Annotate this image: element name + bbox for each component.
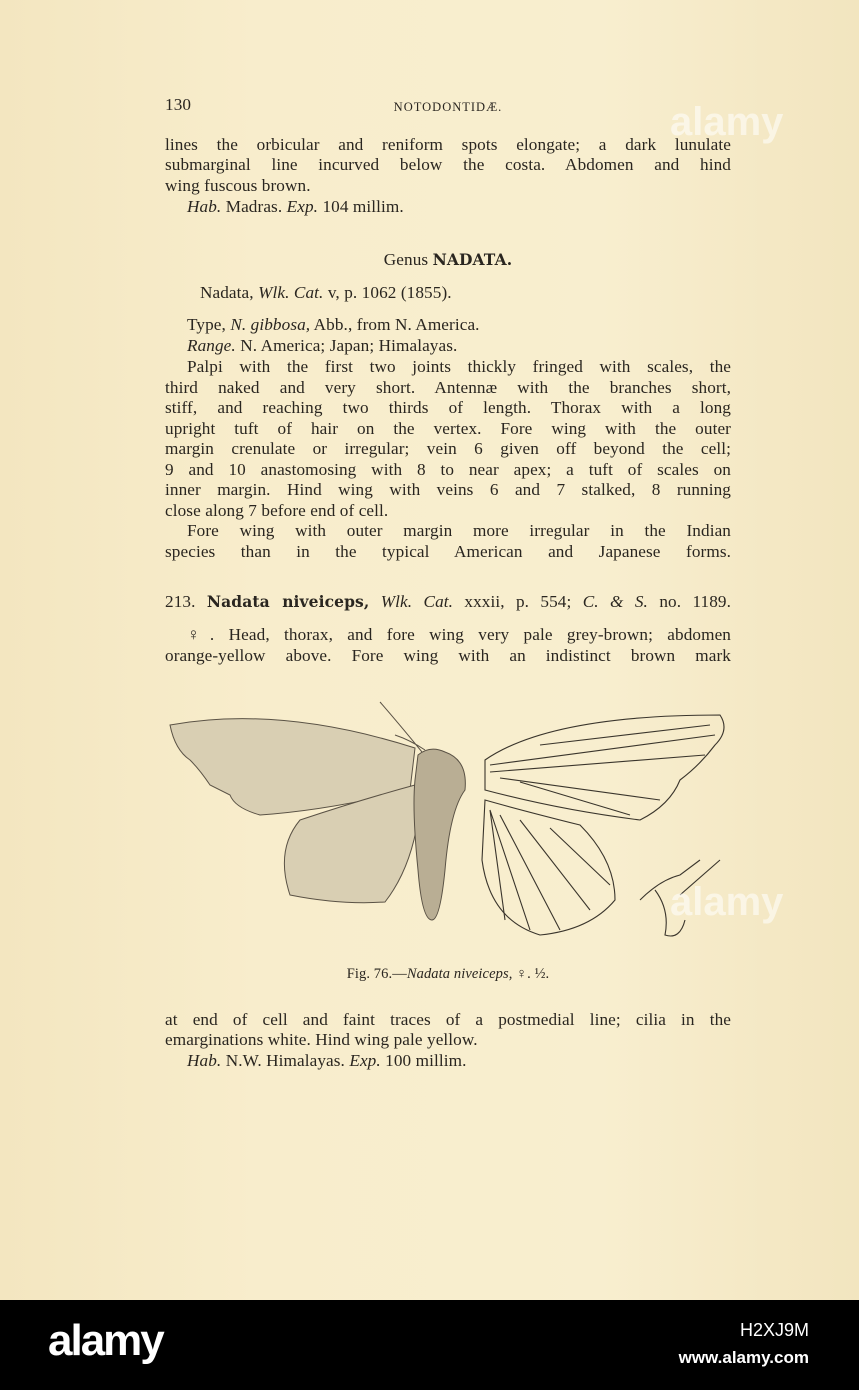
text-span: N. gibbosa, [230, 315, 311, 334]
genus-heading [165, 250, 731, 270]
text-line [187, 1051, 731, 1071]
text-span: Nadata niveiceps, [406, 966, 513, 982]
text-span: Exp. [286, 197, 319, 216]
text-span: 213. [165, 592, 207, 611]
text-span: v, p. 1062 (1855). [323, 283, 452, 302]
text-line [187, 357, 731, 377]
text-span: ♀. Head, thorax, and fore wing very pale grey-brown; abdomen [187, 625, 731, 644]
text-line [187, 521, 731, 541]
species-heading [165, 592, 731, 612]
text-span: Wlk. Cat. [380, 592, 454, 611]
watermark: alamy [670, 100, 784, 144]
text-line [165, 480, 731, 500]
text-line [165, 542, 731, 562]
text-span: third naked and very short. Antennæ with the branches short, [165, 378, 731, 397]
text-span: Fore wing with outer margin more irregular in the Indian [187, 521, 731, 540]
text-span: Palpi with the first two joints thickly fringed with scales, the [187, 357, 731, 376]
text-span: lines the orbicular and reniform spots elongate; a dark lunulate [165, 135, 731, 154]
moth-illustration [160, 690, 740, 960]
text-span: upright tuft of hair on the vertex. Fore wing with the outer [165, 419, 731, 438]
text-span [369, 592, 380, 611]
text-span: N. America; Japan; Himalayas. [235, 336, 458, 355]
text-span: Nadata, [200, 283, 259, 302]
text-span: NADATA. [432, 250, 513, 269]
text-line [165, 439, 731, 459]
text-span: 104 millim. [318, 197, 404, 216]
text-span: submarginal line incurved below the costa. Abdomen and hind [165, 155, 731, 174]
figure-caption [165, 964, 731, 984]
alamy-logo: alamy [48, 1316, 163, 1365]
text-span: Wlk. Cat. [258, 283, 324, 302]
text-line [165, 1030, 731, 1050]
image-id: H2XJ9M [739, 1320, 809, 1340]
text-span: ♀. ½. [512, 966, 550, 982]
text-line [165, 501, 731, 521]
text-span: Exp. [349, 1051, 381, 1070]
text-span: orange-yellow above. Fore wing with an indistinct brown mark [165, 646, 731, 665]
text-span: Genus [383, 250, 433, 269]
text-span: Type, [187, 315, 231, 334]
text-line [165, 176, 731, 196]
text-line [187, 315, 731, 335]
text-line [200, 283, 744, 303]
text-span: inner margin. Hind wing with veins 6 and 7 stalked, 8 running [165, 480, 731, 499]
watermark: alamy [670, 880, 784, 924]
right-forewing-outline [485, 715, 724, 820]
right-hindwing-outline [482, 800, 615, 935]
text-span: species than in the typical American and Japanese forms. [165, 542, 731, 561]
moth-body [414, 749, 465, 920]
text-line [165, 646, 731, 666]
site-url: www.alamy.com [678, 1348, 809, 1367]
text-span: margin crenulate or irregular; vein 6 given off beyond the cell; [165, 439, 731, 458]
running-title: NOTODONTIDÆ. [393, 100, 503, 114]
text-span: Hab. [187, 1051, 222, 1070]
text-span: N.W. Himalayas. [221, 1051, 350, 1070]
text-line [187, 336, 731, 356]
moth-engraving [170, 702, 465, 920]
text-line [165, 398, 731, 418]
text-line [165, 419, 731, 439]
text-line [165, 460, 731, 480]
text-line [165, 155, 731, 175]
text-span: Abb., from N. America. [310, 315, 480, 334]
text-span: at end of cell and faint traces of a postmedial line; cilia in the [165, 1010, 731, 1029]
text-line [165, 135, 731, 155]
text-span: Hab. [187, 197, 222, 216]
text-span: 9 and 10 anastomosing with 8 to near apex; a tuft of scales on [165, 460, 731, 479]
text-span: stiff, and reaching two thirds of length. Thorax with a long [165, 398, 731, 417]
text-span: Nadata niveiceps, [206, 592, 370, 611]
text-line [165, 378, 731, 398]
text-span: Fig. 76.— [346, 966, 407, 982]
page-number: 130 [165, 95, 192, 114]
text-span: close along 7 before end of cell. [165, 501, 389, 520]
text-span: C. & S. [582, 592, 648, 611]
text-span: Madras. [221, 197, 287, 216]
text-line [165, 1010, 731, 1030]
text-line [187, 625, 731, 645]
text-span: xxxii, p. 554; [453, 592, 583, 611]
text-span: Range. [187, 336, 236, 355]
text-span: no. 1189. [647, 592, 731, 611]
text-span: wing fuscous brown. [165, 176, 311, 195]
text-span: 100 millim. [380, 1051, 467, 1070]
text-span: emarginations white. Hind wing pale yellow. [165, 1030, 478, 1049]
text-line [187, 197, 731, 217]
